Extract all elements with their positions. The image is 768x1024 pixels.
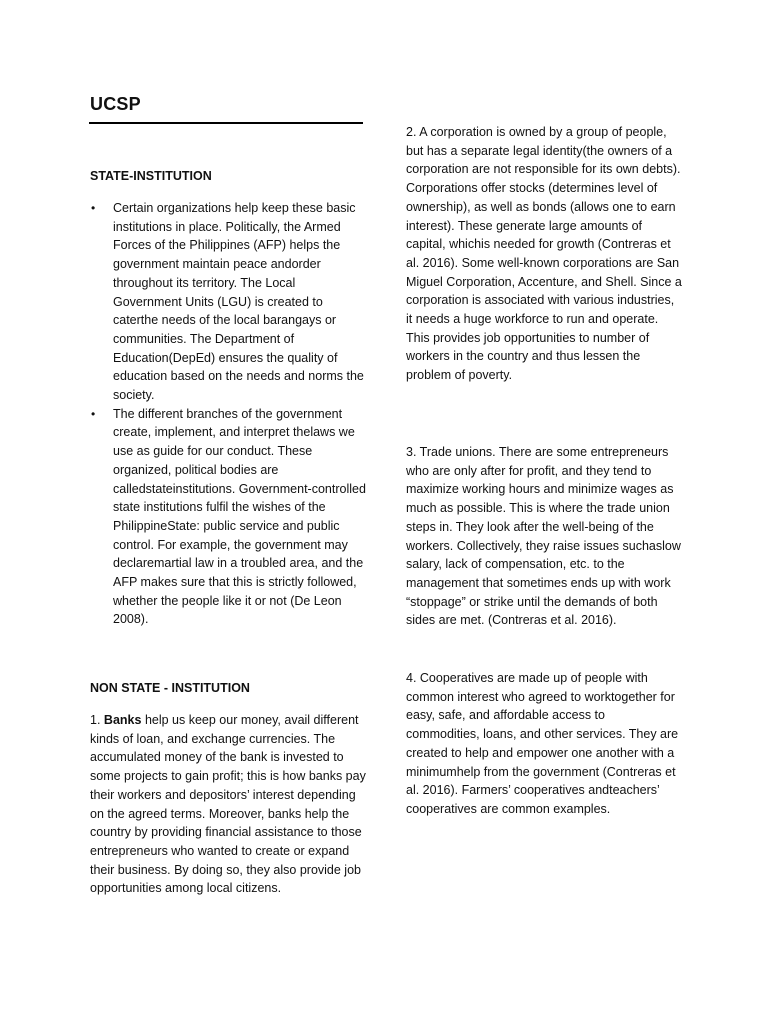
banks-paragraph [90,711,366,898]
bullet-icon: • [91,201,96,215]
list-item [90,199,366,405]
banks-term: Banks [103,713,142,727]
title-underline [89,122,363,124]
page-title: UCSP [90,94,141,114]
corporation-paragraph: 2. A corporation is owned by a group of people, but has a separate legal identity(the owners of a corporation are not responsible for its own debts). Corporations offer stocks (determines level of ownership), as well as bonds (allows one to earn interest). These generate large amounts of capital, whichis needed for growth (Contreras et al. 2016). Some well-known corporations are San Miguel Corporation, Accenture, and Shell. Since a corporation is associated with various industries, it needs a huge workforce to run and operate. This provides job opportunities to number of workers in the country and thus lessen the problem of poverty. [406,125,682,383]
banks-number: 1. [90,713,101,727]
list-item-text: The different branches of the government create, implement, and interpret thelaws we use as guide for our conduct. These organized, political bodies are calledstateinstitutions. Government-controlled state institutions fulfil the wishes of the PhilippineState: public service and public control. For example, the government may declaremartial law in a troubled area, and the AFP makes sure that this is strictly followed, whether the people like it or not (De Leon 2008). [113,406,366,627]
trade-unions-paragraph: 3. Trade unions. There are some entrepreneurs who are only after for profit, and they tend to maximize working hours and minimize wages as much as possible. This is where the trade union steps in. They look after the well-being of the workers. Collectively, they raise issues suchaslow salary, lack of compensation, etc. to the management that sometimes ends up with work “stoppage” or strike until the demands of both sides are met. (Contreras et al. 2016). [406,445,681,628]
list-item-text: Certain organizations help keep these basic institutions in place. Politically, the Armed Forces of the Philippines (AFP) helps the government maintain peace andorder throughout its territory. The Local Government Units (LGU) is created to caterthe needs of the local barangays or communities. The Department of Education(DepEd) ensures the quality of education based on the needs and norms the society. [113,201,364,403]
state-institution-heading: STATE-INSTITUTION [90,169,212,183]
state-institution-list [90,199,366,629]
bullet-icon: • [91,406,96,421]
banks-text: help us keep our money, avail different kinds of loan, and exchange currencies. The accumulated money of the bank is invested to some projects to gain profit; this is how banks pay their workers and depositors’ interest depending on the agreed terms. Moreover, banks help the country by providing financial assistance to those entrepreneurs who wanted to create or expand their business. By doing so, they also provide job opportunities among local citizens. [90,713,366,896]
list-item [90,405,366,629]
non-state-institution-heading: NON STATE - INSTITUTION [90,681,250,695]
cooperatives-paragraph: 4. Cooperatives are made up of people with common interest who agreed to worktogether for easy, safe, and affordable access to commodities, loans, and other services. They are created to help and empower one another with a minimumhelp from the government (Contreras et al. 2016). Farmers’ cooperatives andteachers’ cooperatives are common examples. [406,671,679,816]
